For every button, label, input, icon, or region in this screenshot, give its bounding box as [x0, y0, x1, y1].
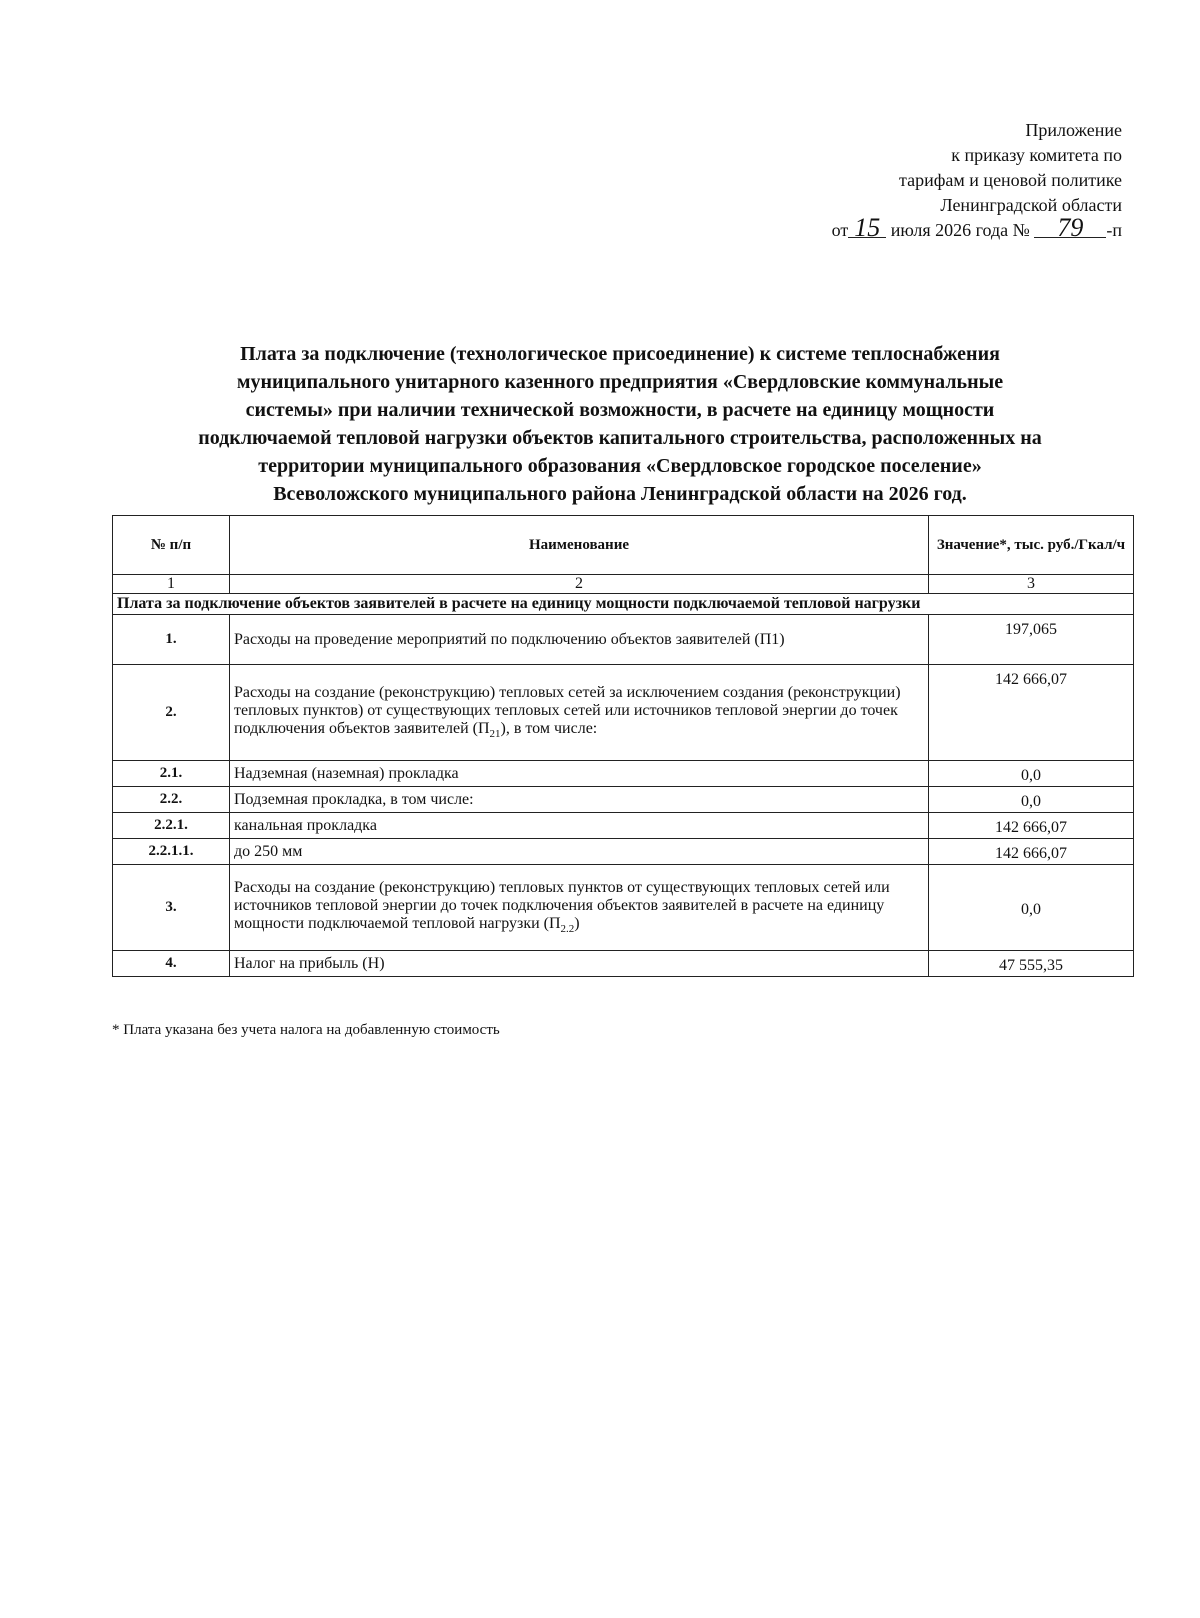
row-name: Надземная (наземная) прокладка	[230, 761, 929, 787]
row-value: 0,0	[929, 761, 1134, 787]
title-line-3: системы» при наличии технической возможности, в расчете на единицу мощности	[245, 399, 995, 421]
table-row	[113, 839, 1134, 865]
row-name: Расходы на проведение мероприятий по подключению объектов заявителей (П1)	[230, 615, 929, 665]
title-line-4: подключаемой тепловой нагрузки объектов капитального строительства, расположенных на	[198, 427, 1042, 449]
order-suffix: -п	[1106, 220, 1122, 240]
table-row	[113, 813, 1134, 839]
row-value: 197,065	[929, 615, 1134, 665]
document-title	[100, 340, 1140, 508]
table-index-row	[113, 575, 1134, 594]
row-name-text: Расходы на создание (реконструкцию) тепловых пунктов от существующих тепловых сетей или источников тепловой энергии до точек подключения объектов заявителей в расчете на единицу мощности подключаемой тепловой нагрузки (П	[234, 879, 890, 933]
order-number-handwritten: 79	[1034, 219, 1106, 238]
row-value: 0,0	[929, 865, 1134, 951]
row-num: 2.1.	[113, 761, 230, 787]
row-num: 1.	[113, 615, 230, 665]
appendix-line-4: Ленинградской области	[940, 195, 1122, 215]
appendix-line-2: к приказу комитета по	[951, 145, 1122, 165]
order-prefix: от	[831, 220, 849, 240]
table-row	[113, 951, 1134, 977]
index-cell-1: 1	[113, 575, 230, 594]
row-num: 2.	[113, 665, 230, 761]
title-line-5: территории муниципального образования «Свердловское городское поселение»	[258, 455, 982, 477]
row-num: 4.	[113, 951, 230, 977]
row-num: 2.2.1.1.	[113, 839, 230, 865]
table-header-row	[113, 516, 1134, 575]
row-name-subscript: 2.2	[560, 923, 575, 936]
row-name: канальная прокладка	[230, 813, 929, 839]
table-row	[113, 761, 1134, 787]
table-row	[113, 665, 1134, 761]
row-name	[230, 665, 929, 761]
row-name: Подземная прокладка, в том числе:	[230, 787, 929, 813]
row-num: 2.2.1.	[113, 813, 230, 839]
title-line-2: муниципального унитарного казенного предприятия «Свердловские коммунальные	[236, 371, 1004, 393]
row-name	[230, 865, 929, 951]
header-num: № п/п	[113, 516, 230, 575]
index-cell-2: 2	[230, 575, 929, 594]
row-name-text: Расходы на создание (реконструкцию) тепловых сетей за исключением создания (реконструкции) тепловых пунктов) от существующих тепловых сетей или источников тепловой энергии до точек подключения объектов заявителей (П	[234, 684, 901, 738]
row-value: 142 666,07	[929, 839, 1134, 865]
footnote: * Плата указана без учета налога на добавленную стоимость	[112, 1022, 500, 1038]
row-value: 142 666,07	[929, 813, 1134, 839]
appendix-line-1: Приложение	[1025, 120, 1122, 140]
table-row	[113, 615, 1134, 665]
order-mid: июля 2026 года №	[890, 220, 1030, 240]
row-name-tail: ), в том числе:	[500, 720, 598, 738]
index-cell-3: 3	[929, 575, 1134, 594]
header-value: Значение*, тыс. руб./Гкал/ч	[929, 516, 1134, 575]
row-name-tail: )	[574, 915, 580, 933]
row-value: 142 666,07	[929, 665, 1134, 761]
appendix-block	[832, 118, 1122, 243]
row-value: 47 555,35	[929, 951, 1134, 977]
table-row	[113, 787, 1134, 813]
header-name: Наименование	[230, 516, 929, 575]
row-name: до 250 мм	[230, 839, 929, 865]
table-section-row	[113, 594, 1134, 615]
title-line-6: Всеволожского муниципального района Ленинградской области на 2026 год.	[273, 483, 967, 505]
fee-table	[112, 515, 1134, 977]
table-row	[113, 865, 1134, 951]
section-title: Плата за подключение объектов заявителей в расчете на единицу мощности подключаемой тепловой нагрузки	[113, 594, 1134, 615]
row-name: Налог на прибыль (Н)	[230, 951, 929, 977]
title-line-1: Плата за подключение (технологическое присоединение) к системе теплоснабжения	[240, 343, 1000, 365]
row-value: 0,0	[929, 787, 1134, 813]
row-name-subscript: 21	[489, 728, 501, 741]
order-day-handwritten: 15	[848, 219, 886, 238]
row-num: 3.	[113, 865, 230, 951]
appendix-line-3: тарифам и ценовой политике	[899, 170, 1122, 190]
row-num: 2.2.	[113, 787, 230, 813]
order-line	[831, 213, 1122, 243]
